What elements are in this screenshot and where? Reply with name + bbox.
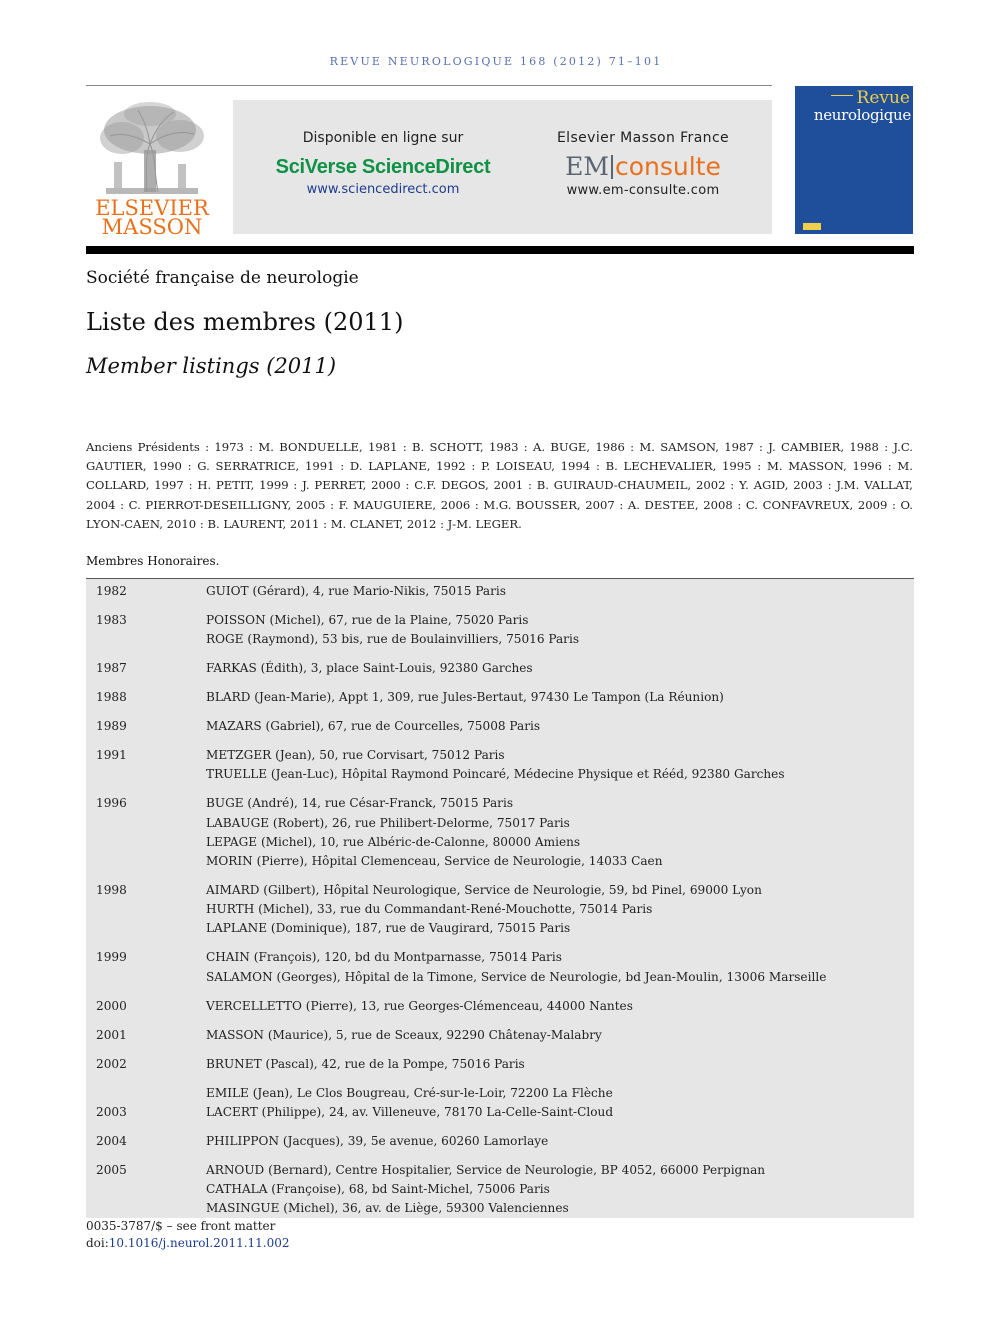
em-logo-text: EM [565, 152, 609, 181]
member-entry: SALAMON (Georges), Hôpital de la Timone, Service de Neurologie, bd Jean-Moulin, 13006 Marseille [206, 969, 827, 984]
member-entry: LABAUGE (Robert), 26, rue Philibert-Delorme, 75017 Paris [206, 815, 570, 830]
masson-wordmark: MASSON [101, 215, 203, 239]
member-entries [206, 881, 914, 948]
member-entry: METZGER (Jean), 50, rue Corvisart, 75012 Paris [206, 748, 505, 763]
member-year: 2003 [96, 1104, 127, 1119]
member-entries [206, 582, 914, 611]
member-entries [206, 794, 914, 881]
member-year: 1987 [96, 661, 127, 676]
table-row [86, 794, 914, 881]
table-row [86, 1055, 914, 1084]
elsevier-wordmark: ELSEVIER [95, 196, 209, 220]
member-entry: CATHALA (Françoise), 68, bd Saint-Michel, 75006 Paris [206, 1182, 550, 1197]
member-year: 1996 [96, 796, 127, 811]
member-entry: AIMARD (Gilbert), Hôpital Neurologique, Service de Neurologie, 59, bd Pinel, 69000 Lyon [206, 883, 762, 898]
member-entry: POISSON (Michel), 67, rue de la Plaine, 75020 Paris [206, 613, 529, 627]
member-entries [206, 688, 914, 717]
online-availability-banner [233, 100, 772, 234]
issn-line: 0035-3787/$ – see front matter [86, 1219, 276, 1233]
emconsulte-logo[interactable] [543, 152, 743, 182]
em-publisher-label: Elsevier Masson France [556, 130, 730, 146]
member-entry: BLARD (Jean-Marie), Appt 1, 309, rue Jules-Bertaut, 97430 Le Tampon (La Réunion) [206, 690, 724, 705]
member-entries [206, 1161, 914, 1218]
logo-divider [611, 155, 613, 179]
article-footer [86, 1218, 290, 1252]
member-entry: PHILIPPON (Jacques), 39, 5e avenue, 60260 Lamorlaye [206, 1133, 549, 1148]
table-row [86, 582, 914, 611]
member-entry: LACERT (Philippe), 24, av. Villeneuve, 78170 La-Celle-Saint-Cloud [206, 1104, 614, 1119]
table-row [86, 1026, 914, 1055]
honorary-members-table [86, 579, 914, 1218]
cover-title-revue: Revue [856, 88, 910, 108]
member-entry: BRUNET (Pascal), 42, rue de la Pompe, 75016 Paris [206, 1056, 525, 1071]
journal-cover[interactable] [795, 86, 913, 234]
table-row [86, 1132, 914, 1161]
member-entry: HURTH (Michel), 33, rue du Commandant-René-Mouchotte, 75014 Paris [206, 902, 653, 917]
header-rule [86, 85, 772, 86]
emconsulte-block [543, 130, 743, 198]
member-entry: MASINGUE (Michel), 36, av. de Liège, 59300 Valenciennes [206, 1201, 569, 1216]
member-entry: BUGE (André), 14, rue César-Franck, 75015 Paris [206, 796, 514, 811]
journal-reference: REVUE NEUROLOGIQUE 168 (2012) 71–101 [329, 55, 663, 68]
member-year: 1998 [96, 883, 127, 898]
available-online-label: Disponible en ligne sur [302, 130, 464, 146]
member-entry: MASSON (Maurice), 5, rue de Sceaux, 92290 Châtenay-Malabry [206, 1027, 602, 1042]
member-year: 1989 [96, 719, 127, 734]
society-name: Société française de neurologie [86, 268, 359, 288]
table-row [86, 659, 914, 688]
cover-accent-line [831, 95, 853, 96]
member-entry: FARKAS (Édith), 3, place Saint-Louis, 92380 Garches [206, 661, 533, 676]
member-entries [206, 659, 914, 688]
member-year: 2002 [96, 1056, 127, 1071]
member-entry: ARNOUD (Bernard), Centre Hospitalier, Service de Neurologie, BP 4052, 66000 Perpignan [206, 1162, 766, 1177]
table-row [86, 746, 914, 794]
table-row [86, 881, 914, 948]
table-row [86, 1161, 914, 1218]
table-row [86, 688, 914, 717]
member-entries [206, 1026, 914, 1055]
member-entry: MORIN (Pierre), Hôpital Clemenceau, Service de Neurologie, 14033 Caen [206, 854, 663, 869]
member-entry: LAPLANE (Dominique), 187, rue de Vaugirard, 75015 Paris [206, 921, 571, 936]
member-entry: LEPAGE (Michel), 10, rue Albéric-de-Calonne, 80000 Amiens [206, 834, 581, 849]
article-subtitle: Member listings (2011) [86, 354, 337, 378]
table-row [86, 1084, 914, 1132]
doi-link[interactable]: 10.1016/j.neurol.2011.11.002 [108, 1236, 290, 1250]
member-year: 2005 [96, 1162, 127, 1177]
table-row [86, 717, 914, 746]
cover-badge [803, 223, 821, 230]
sciencedirect-url[interactable]: www.sciencedirect.com [306, 182, 460, 197]
member-entry: GUIOT (Gérard), 4, rue Mario-Nikis, 75015 Paris [206, 584, 506, 598]
member-entries [206, 611, 914, 659]
cover-title-neurologique: neurologique [813, 106, 911, 124]
member-entries [206, 1132, 914, 1161]
member-entries [206, 746, 914, 794]
article-title: Liste des membres (2011) [86, 308, 404, 336]
table-row [86, 997, 914, 1026]
member-entries [206, 717, 914, 746]
member-entry: CHAIN (François), 120, bd du Montparnasse, 75014 Paris [206, 950, 562, 965]
member-year: 2004 [96, 1133, 127, 1148]
member-entry: EMILE (Jean), Le Clos Bougreau, Cré-sur-le-Loir, 72200 La Flèche [206, 1085, 613, 1100]
table-row [86, 948, 914, 996]
member-year: 1988 [96, 690, 127, 705]
member-entries [206, 997, 914, 1026]
member-year: 2001 [96, 1027, 127, 1042]
table-row [86, 611, 914, 659]
consulte-logo-text: consulte [614, 152, 721, 181]
member-entry: VERCELLETTO (Pierre), 13, rue Georges-Clémenceau, 44000 Nantes [206, 998, 633, 1013]
doi-line [86, 1235, 290, 1252]
member-entries [206, 1055, 914, 1084]
header-thick-rule [86, 246, 914, 254]
member-year: 1982 [96, 584, 127, 598]
tree-icon [86, 100, 218, 196]
former-presidents: Anciens Présidents : 1973 : M. BONDUELLE, 1981 : B. SCHOTT, 1983 : A. BUGE, 1986 : M. SAMSON, 1987 : J. CAMBIER, 1988 : J.C. GAUTIER, 1990 : G. SERRATRICE, 1991 : D. LAPLANE, 1992 : P. LOISEAU, 1994 : B. LECHEVALIER, 1995 : M. MASSON, 1996 : M. COLLARD, 1997 : H. PETIT, 1999 : J. PERRET, 2000 : C.F. DEGOS, 2001 : B. GUIRAUD-CHAUMEIL, 2002 : Y. AGID, 2003 : J.M. VALLAT, 2004 : C. PIERROT-DESEILLIGNY, 2005 : F. MAUGUIERE, 2006 : M.G. BOUSSER, 2007 : A. DESTEE, 2008 : C. CONFAVREUX, 2009 : O. LYON-CAEN, 2010 : B. LAURENT, 2011 : M. CLANET, 2012 : J-M. LEGER. [86, 440, 913, 531]
elsevier-masson-logo [86, 100, 226, 239]
member-year: 1991 [96, 748, 127, 763]
member-year: 1999 [96, 950, 127, 965]
honorary-members-heading: Membres Honoraires. [86, 554, 220, 568]
doi-prefix: doi: [86, 1236, 109, 1250]
sciencedirect-brand[interactable]: SciVerse ScienceDirect [275, 156, 491, 178]
member-entries [206, 1084, 914, 1132]
member-year: 1983 [96, 613, 127, 627]
member-year: 2000 [96, 998, 127, 1013]
member-entry: ROGE (Raymond), 53 bis, rue de Boulainvilliers, 75016 Paris [206, 632, 580, 647]
member-entry: TRUELLE (Jean-Luc), Hôpital Raymond Poincaré, Médecine Physique et Rééd, 92380 Garches [206, 767, 785, 782]
member-entry: MAZARS (Gabriel), 67, rue de Courcelles, 75008 Paris [206, 719, 541, 734]
member-entries [206, 948, 914, 996]
emconsulte-url[interactable]: www.em-consulte.com [566, 183, 720, 198]
sciencedirect-block [273, 130, 493, 197]
